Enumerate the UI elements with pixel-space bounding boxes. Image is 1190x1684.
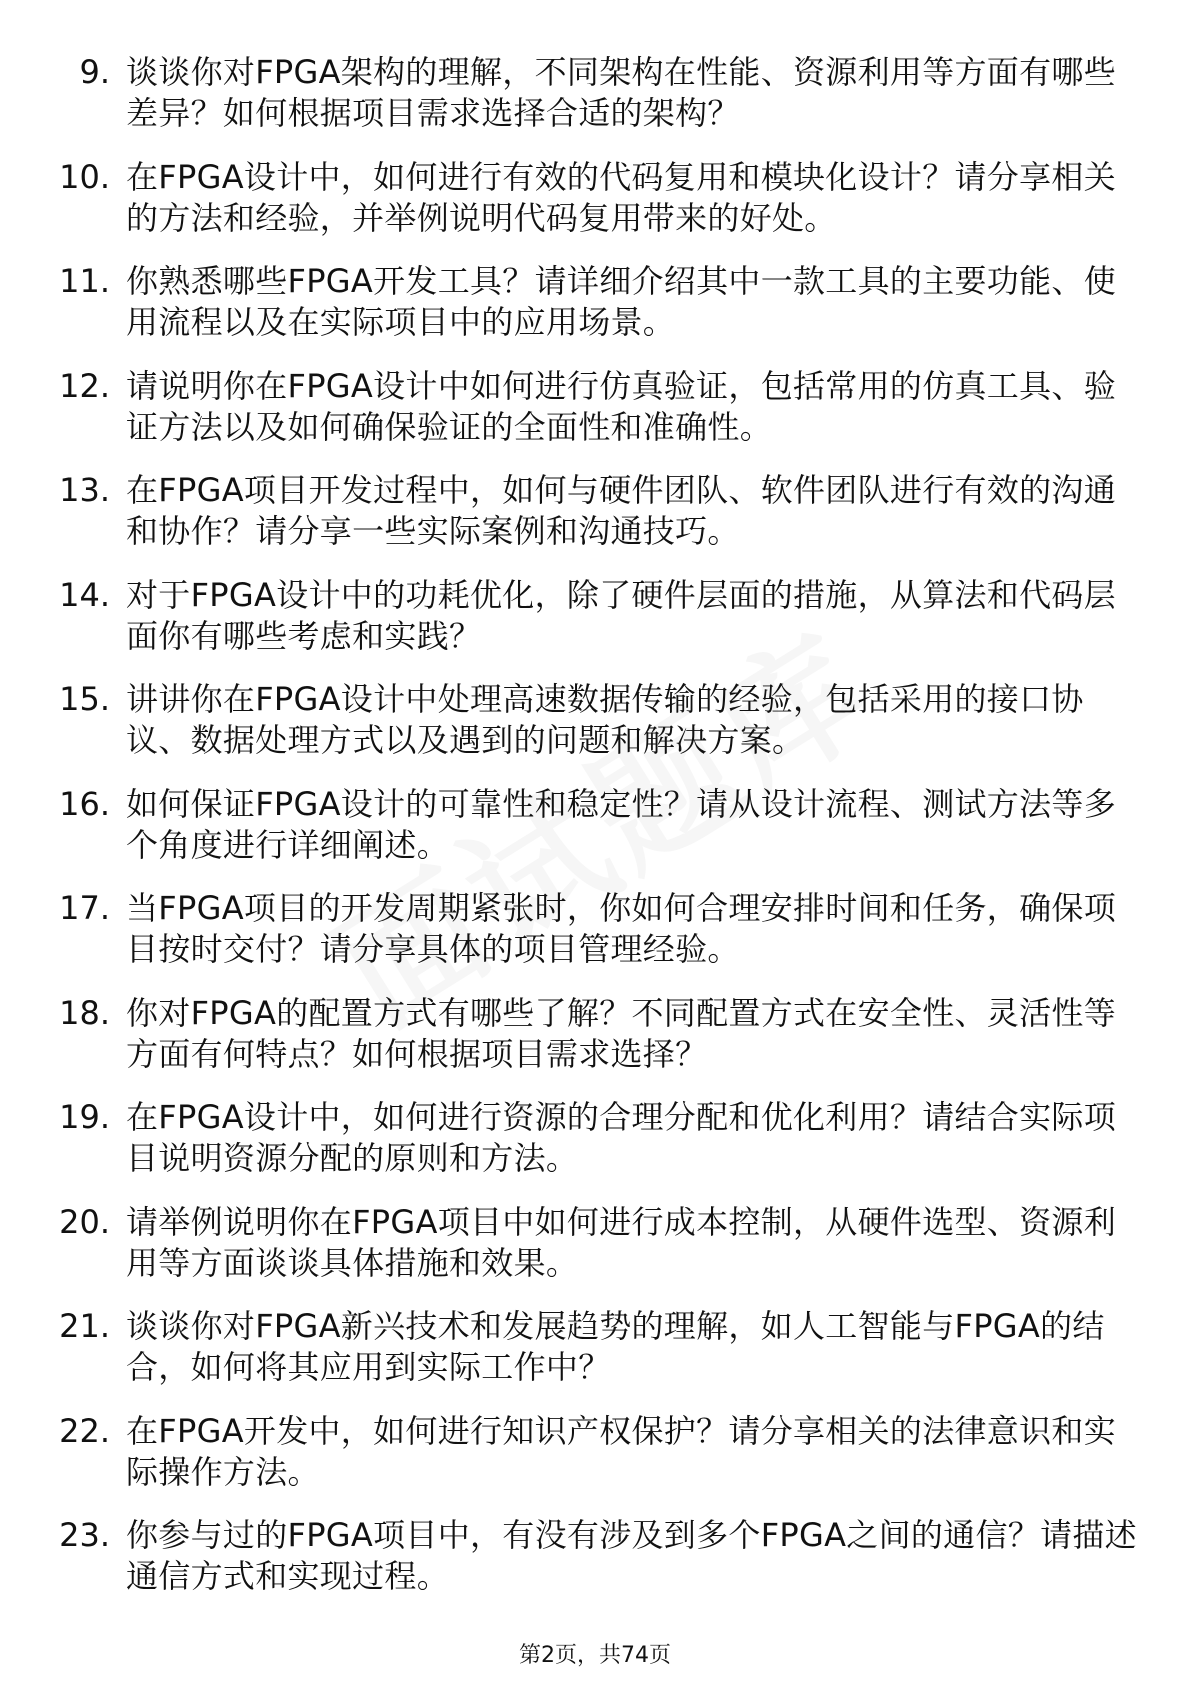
question-item xyxy=(40,52,1140,134)
question-number: 15. xyxy=(59,680,110,718)
question-number: 14. xyxy=(59,575,110,614)
question-item xyxy=(40,575,1140,657)
question-item xyxy=(40,679,1140,761)
question-number: 18. xyxy=(59,993,110,1032)
question-text: 你熟悉哪些FPGA开发工具？请详细介绍其中一款工具的主要功能、使用流程以及在实际项目中的应用场景。 xyxy=(126,262,1116,341)
question-number: 17. xyxy=(59,889,110,927)
question-text: 谈谈你对FPGA新兴技术和发展趋势的理解，如人工智能与FPGA的结合，如何将其应用到实际工作中？ xyxy=(126,1307,1105,1386)
question-number: 23. xyxy=(59,1516,110,1554)
question-item xyxy=(40,993,1140,1075)
question-item xyxy=(40,1515,1140,1597)
question-item xyxy=(40,888,1140,970)
question-text: 你参与过的FPGA项目中，有没有涉及到多个FPGA之间的通信？请描述通信方式和实现过程。 xyxy=(126,1516,1137,1595)
question-text: 讲讲你在FPGA设计中处理高速数据传输的经验，包括采用的接口协议、数据处理方式以及遇到的问题和解决方案。 xyxy=(126,680,1084,759)
question-item xyxy=(40,366,1140,448)
question-number: 13. xyxy=(59,471,110,509)
question-number: 12. xyxy=(59,366,110,405)
question-text: 在FPGA项目开发过程中，如何与硬件团队、软件团队进行有效的沟通和协作？请分享一些实际案例和沟通技巧。 xyxy=(126,471,1116,550)
question-item xyxy=(40,470,1140,552)
question-item xyxy=(40,157,1140,239)
page-footer: 第2页，共74页 xyxy=(519,1643,671,1668)
question-list xyxy=(40,52,1140,1620)
question-number: 11. xyxy=(59,262,110,300)
question-item xyxy=(40,261,1140,343)
question-text: 请说明你在FPGA设计中如何进行仿真验证，包括常用的仿真工具、验证方法以及如何确保验证的全面性和准确性。 xyxy=(126,366,1116,446)
question-item xyxy=(40,1202,1140,1284)
question-text: 对于FPGA设计中的功耗优化，除了硬件层面的措施，从算法和代码层面你有哪些考虑和实践？ xyxy=(126,575,1116,655)
question-item xyxy=(40,1306,1140,1388)
question-text: 谈谈你对FPGA架构的理解，不同架构在性能、资源利用等方面有哪些差异？如何根据项目需求选择合适的架构？ xyxy=(126,53,1116,132)
question-number: 21. xyxy=(59,1307,110,1345)
question-text: 如何保证FPGA设计的可靠性和稳定性？请从设计流程、测试方法等多个角度进行详细阐述。 xyxy=(126,784,1116,864)
question-number: 19. xyxy=(59,1098,110,1136)
question-number: 22. xyxy=(59,1411,110,1450)
question-number: 10. xyxy=(59,157,110,196)
question-text: 当FPGA项目的开发周期紧张时，你如何合理安排时间和任务，确保项目按时交付？请分享具体的项目管理经验。 xyxy=(126,889,1116,968)
question-number: 9. xyxy=(79,53,110,91)
question-text: 在FPGA设计中，如何进行有效的代码复用和模块化设计？请分享相关的方法和经验，并举例说明代码复用带来的好处。 xyxy=(126,157,1116,237)
question-text: 你对FPGA的配置方式有哪些了解？不同配置方式在安全性、灵活性等方面有何特点？如何根据项目需求选择？ xyxy=(126,993,1116,1073)
question-item xyxy=(40,784,1140,866)
question-text: 请举例说明你在FPGA项目中如何进行成本控制，从硬件选型、资源利用等方面谈谈具体措施和效果。 xyxy=(126,1202,1116,1282)
question-text: 在FPGA开发中，如何进行知识产权保护？请分享相关的法律意识和实际操作方法。 xyxy=(126,1411,1116,1491)
question-number: 20. xyxy=(59,1202,110,1241)
question-number: 16. xyxy=(59,784,110,823)
question-text: 在FPGA设计中，如何进行资源的合理分配和优化利用？请结合实际项目说明资源分配的原则和方法。 xyxy=(126,1098,1116,1177)
question-item xyxy=(40,1097,1140,1179)
question-item xyxy=(40,1411,1140,1493)
